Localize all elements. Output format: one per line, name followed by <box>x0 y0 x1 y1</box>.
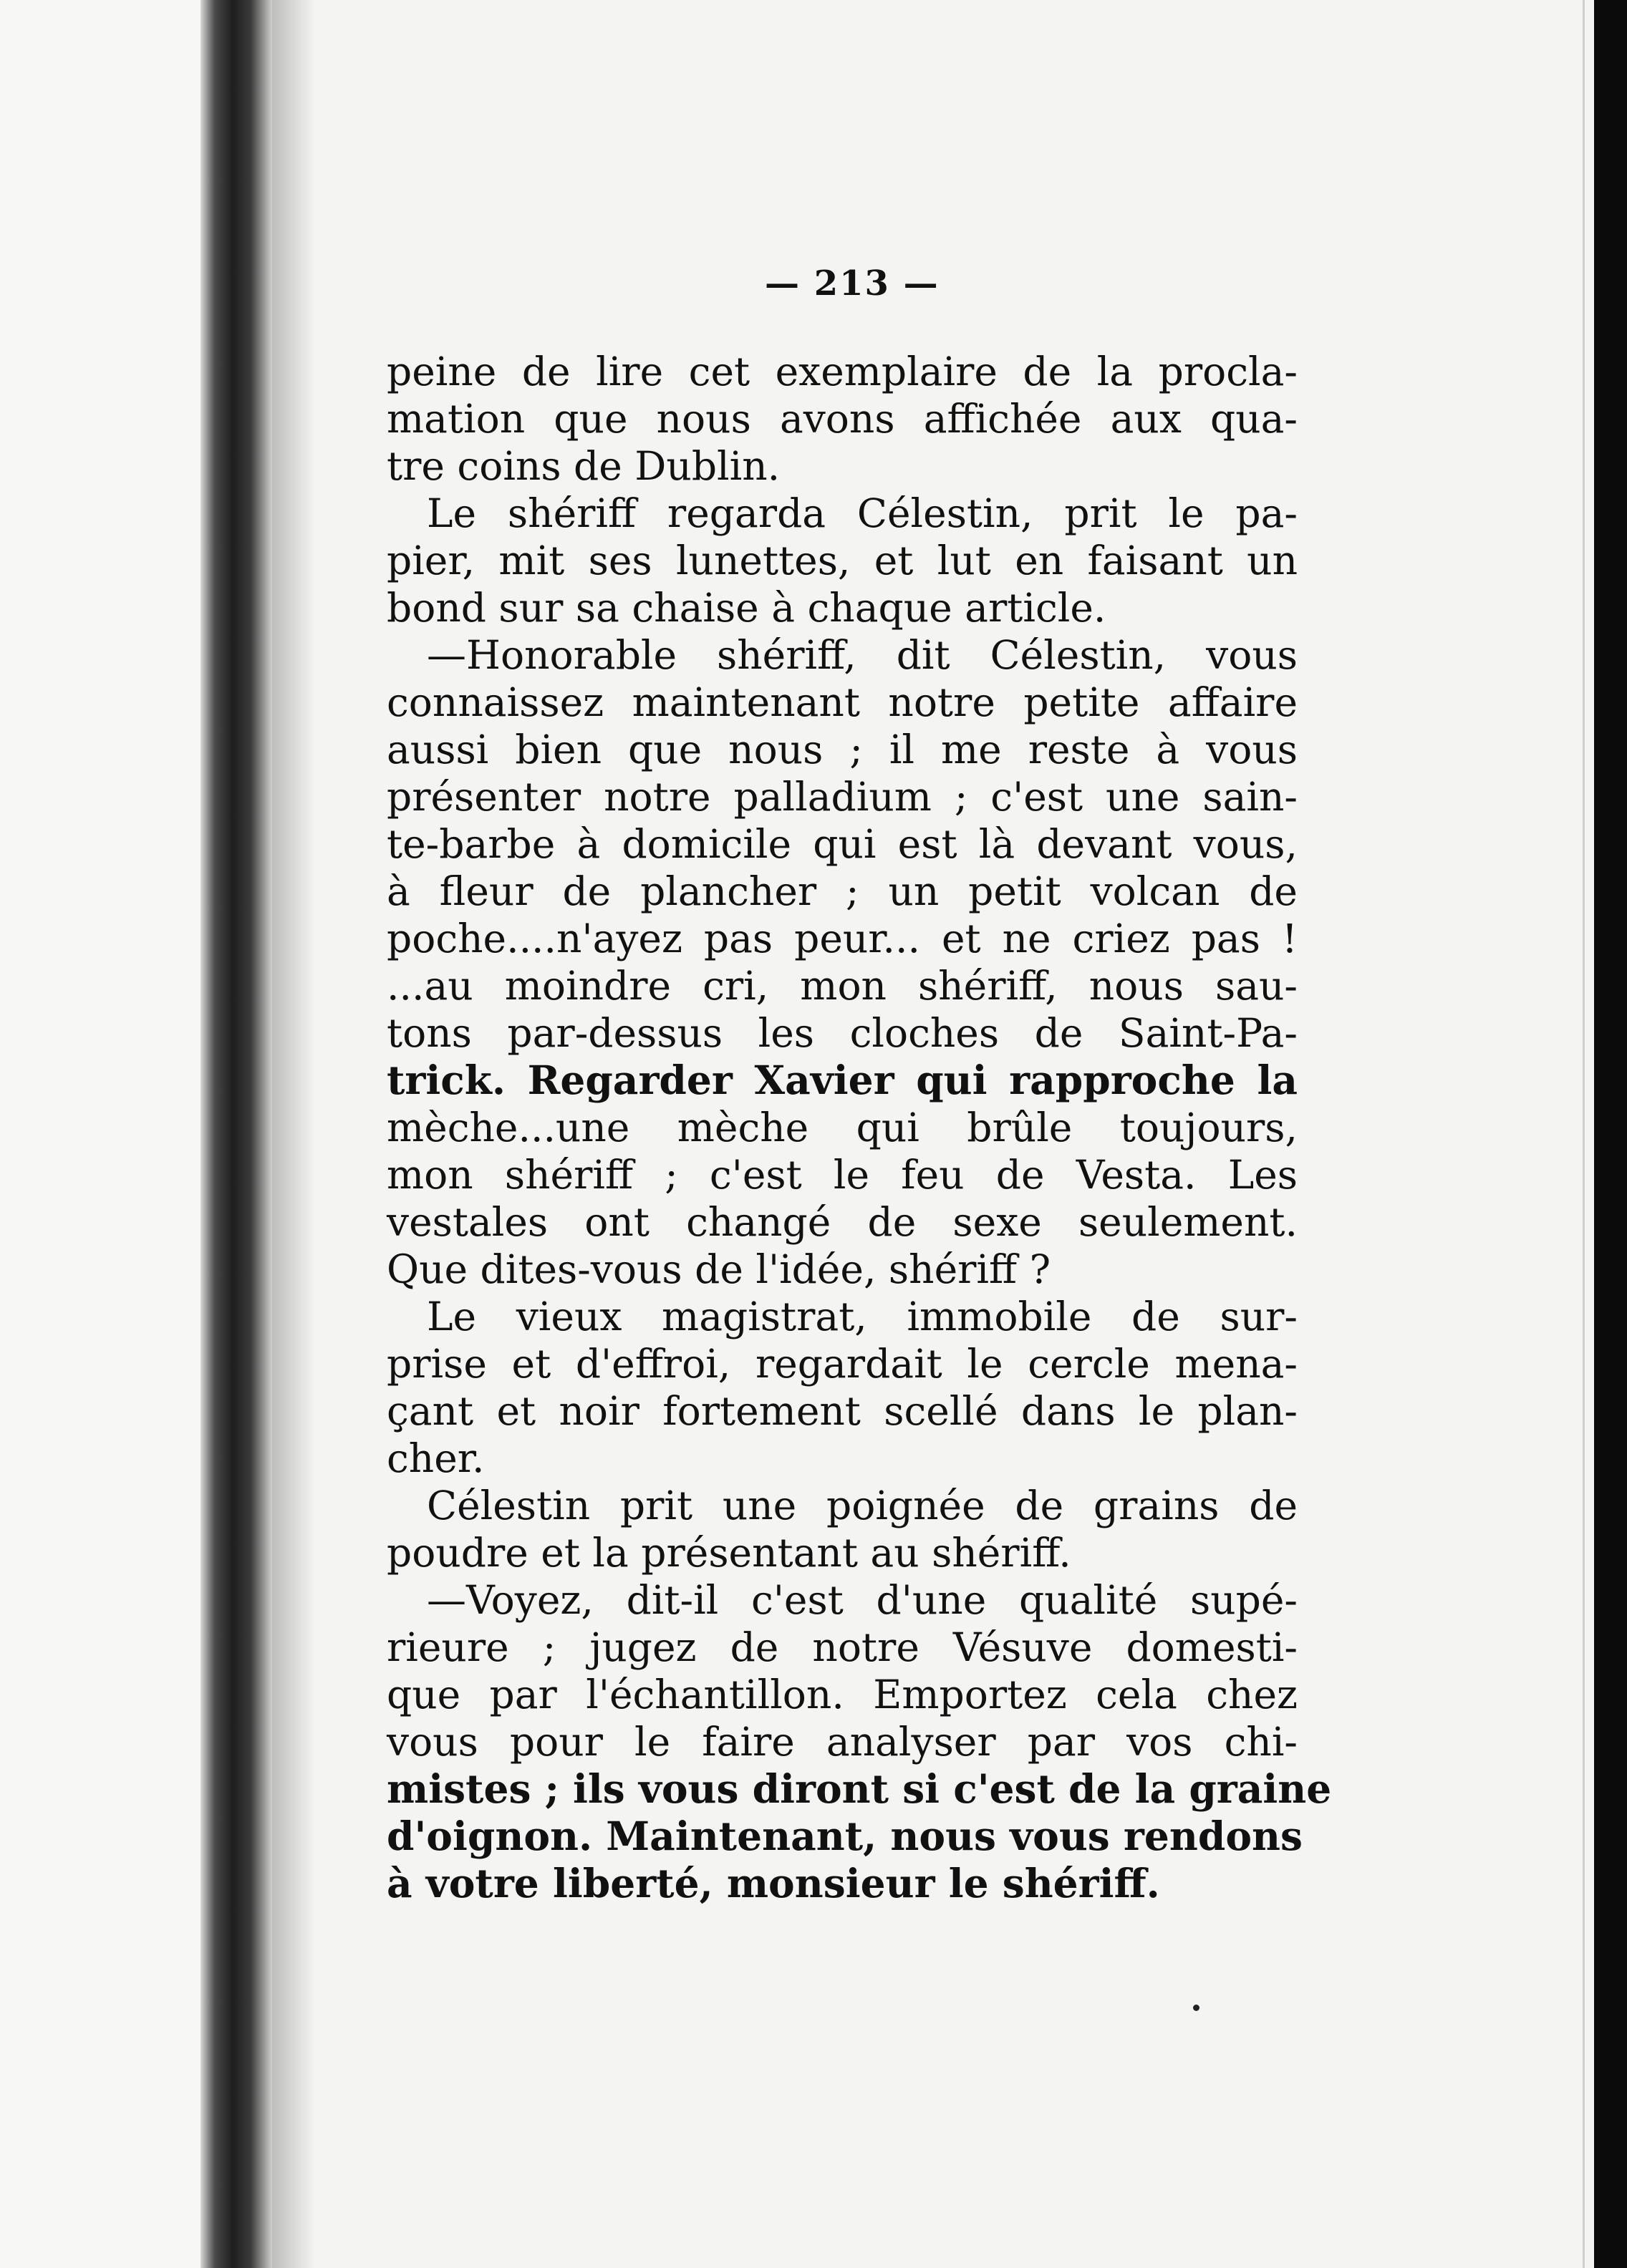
paragraph-start-line: Le vieux magistrat, immobile de sur- <box>427 1294 1298 1339</box>
text-line: bond sur sa chaise à chaque article. <box>387 585 1106 631</box>
text-line: vous pour le faire analyser par vos chi- <box>387 1719 1298 1765</box>
text-line: peine de lire cet exemplaire de la procla- <box>387 349 1298 394</box>
text-line: d'oignon. Maintenant, nous vous rendons <box>387 1813 1303 1859</box>
text-line: rieure ; jugez de notre Vésuve domesti- <box>387 1624 1298 1670</box>
paragraph-start-line: —Voyez, dit-il c'est d'une qualité supé- <box>427 1577 1298 1623</box>
ink-speck <box>1193 2005 1199 2011</box>
text-line: prise et d'effroi, regardait le cercle mena- <box>387 1341 1298 1387</box>
text-line: poche....n'ayez pas peur... et ne criez pas ! <box>387 916 1298 961</box>
text-line: mistes ; ils vous diront si c'est de la graine <box>387 1765 1332 1812</box>
text-line: que par l'échantillon. Emportez cela chez <box>387 1672 1298 1717</box>
scan-border <box>1594 0 1627 2268</box>
text-line: vestales ont changé de sexe seulement. <box>387 1199 1298 1245</box>
gutter-shadow <box>272 0 315 2268</box>
text-line: ...au moindre cri, mon shériff, nous sau- <box>387 963 1298 1009</box>
text-line: à fleur de plancher ; un petit volcan de <box>387 868 1298 914</box>
text-line: pier, mit ses lunettes, et lut en faisant un <box>387 538 1298 583</box>
text-line: à votre liberté, monsieur le shériff. <box>387 1860 1160 1906</box>
paragraph-start-line: Célestin prit une poignée de grains de <box>427 1483 1298 1528</box>
book-gutter <box>201 0 272 2268</box>
text-line: poudre et la présentant au shériff. <box>387 1530 1071 1576</box>
page-body-text <box>387 348 1332 1907</box>
page-number: — 213 — <box>765 263 940 304</box>
paragraph-start-line: Le shériff regarda Célestin, prit le pa- <box>427 490 1298 536</box>
page-edge <box>1583 0 1585 2268</box>
text-line: mèche...une mèche qui brûle toujours, <box>387 1105 1298 1150</box>
text-line: Que dites-vous de l'idée, shériff ? <box>387 1246 1051 1292</box>
text-line: trick. Regarder Xavier qui rapproche la <box>387 1057 1298 1103</box>
left-page <box>0 0 215 2268</box>
text-line: connaissez maintenant notre petite affaire <box>387 679 1298 725</box>
text-line: mation que nous avons affichée aux qua- <box>387 396 1298 442</box>
text-line: présenter notre palladium ; c'est une sain- <box>387 774 1298 820</box>
text-line: tons par-dessus les cloches de Saint-Pa- <box>387 1010 1298 1056</box>
text-line: cher. <box>387 1435 485 1481</box>
text-line: tre coins de Dublin. <box>387 443 781 489</box>
text-line: çant et noir fortement scellé dans le plan- <box>387 1388 1298 1434</box>
text-line: aussi bien que nous ; il me reste à vous <box>387 727 1298 772</box>
text-line: mon shériff ; c'est le feu de Vesta. Les <box>387 1152 1298 1198</box>
paragraph-start-line: —Honorable shériff, dit Célestin, vous <box>427 632 1298 678</box>
text-line: te-barbe à domicile qui est là devant vous, <box>387 821 1298 867</box>
